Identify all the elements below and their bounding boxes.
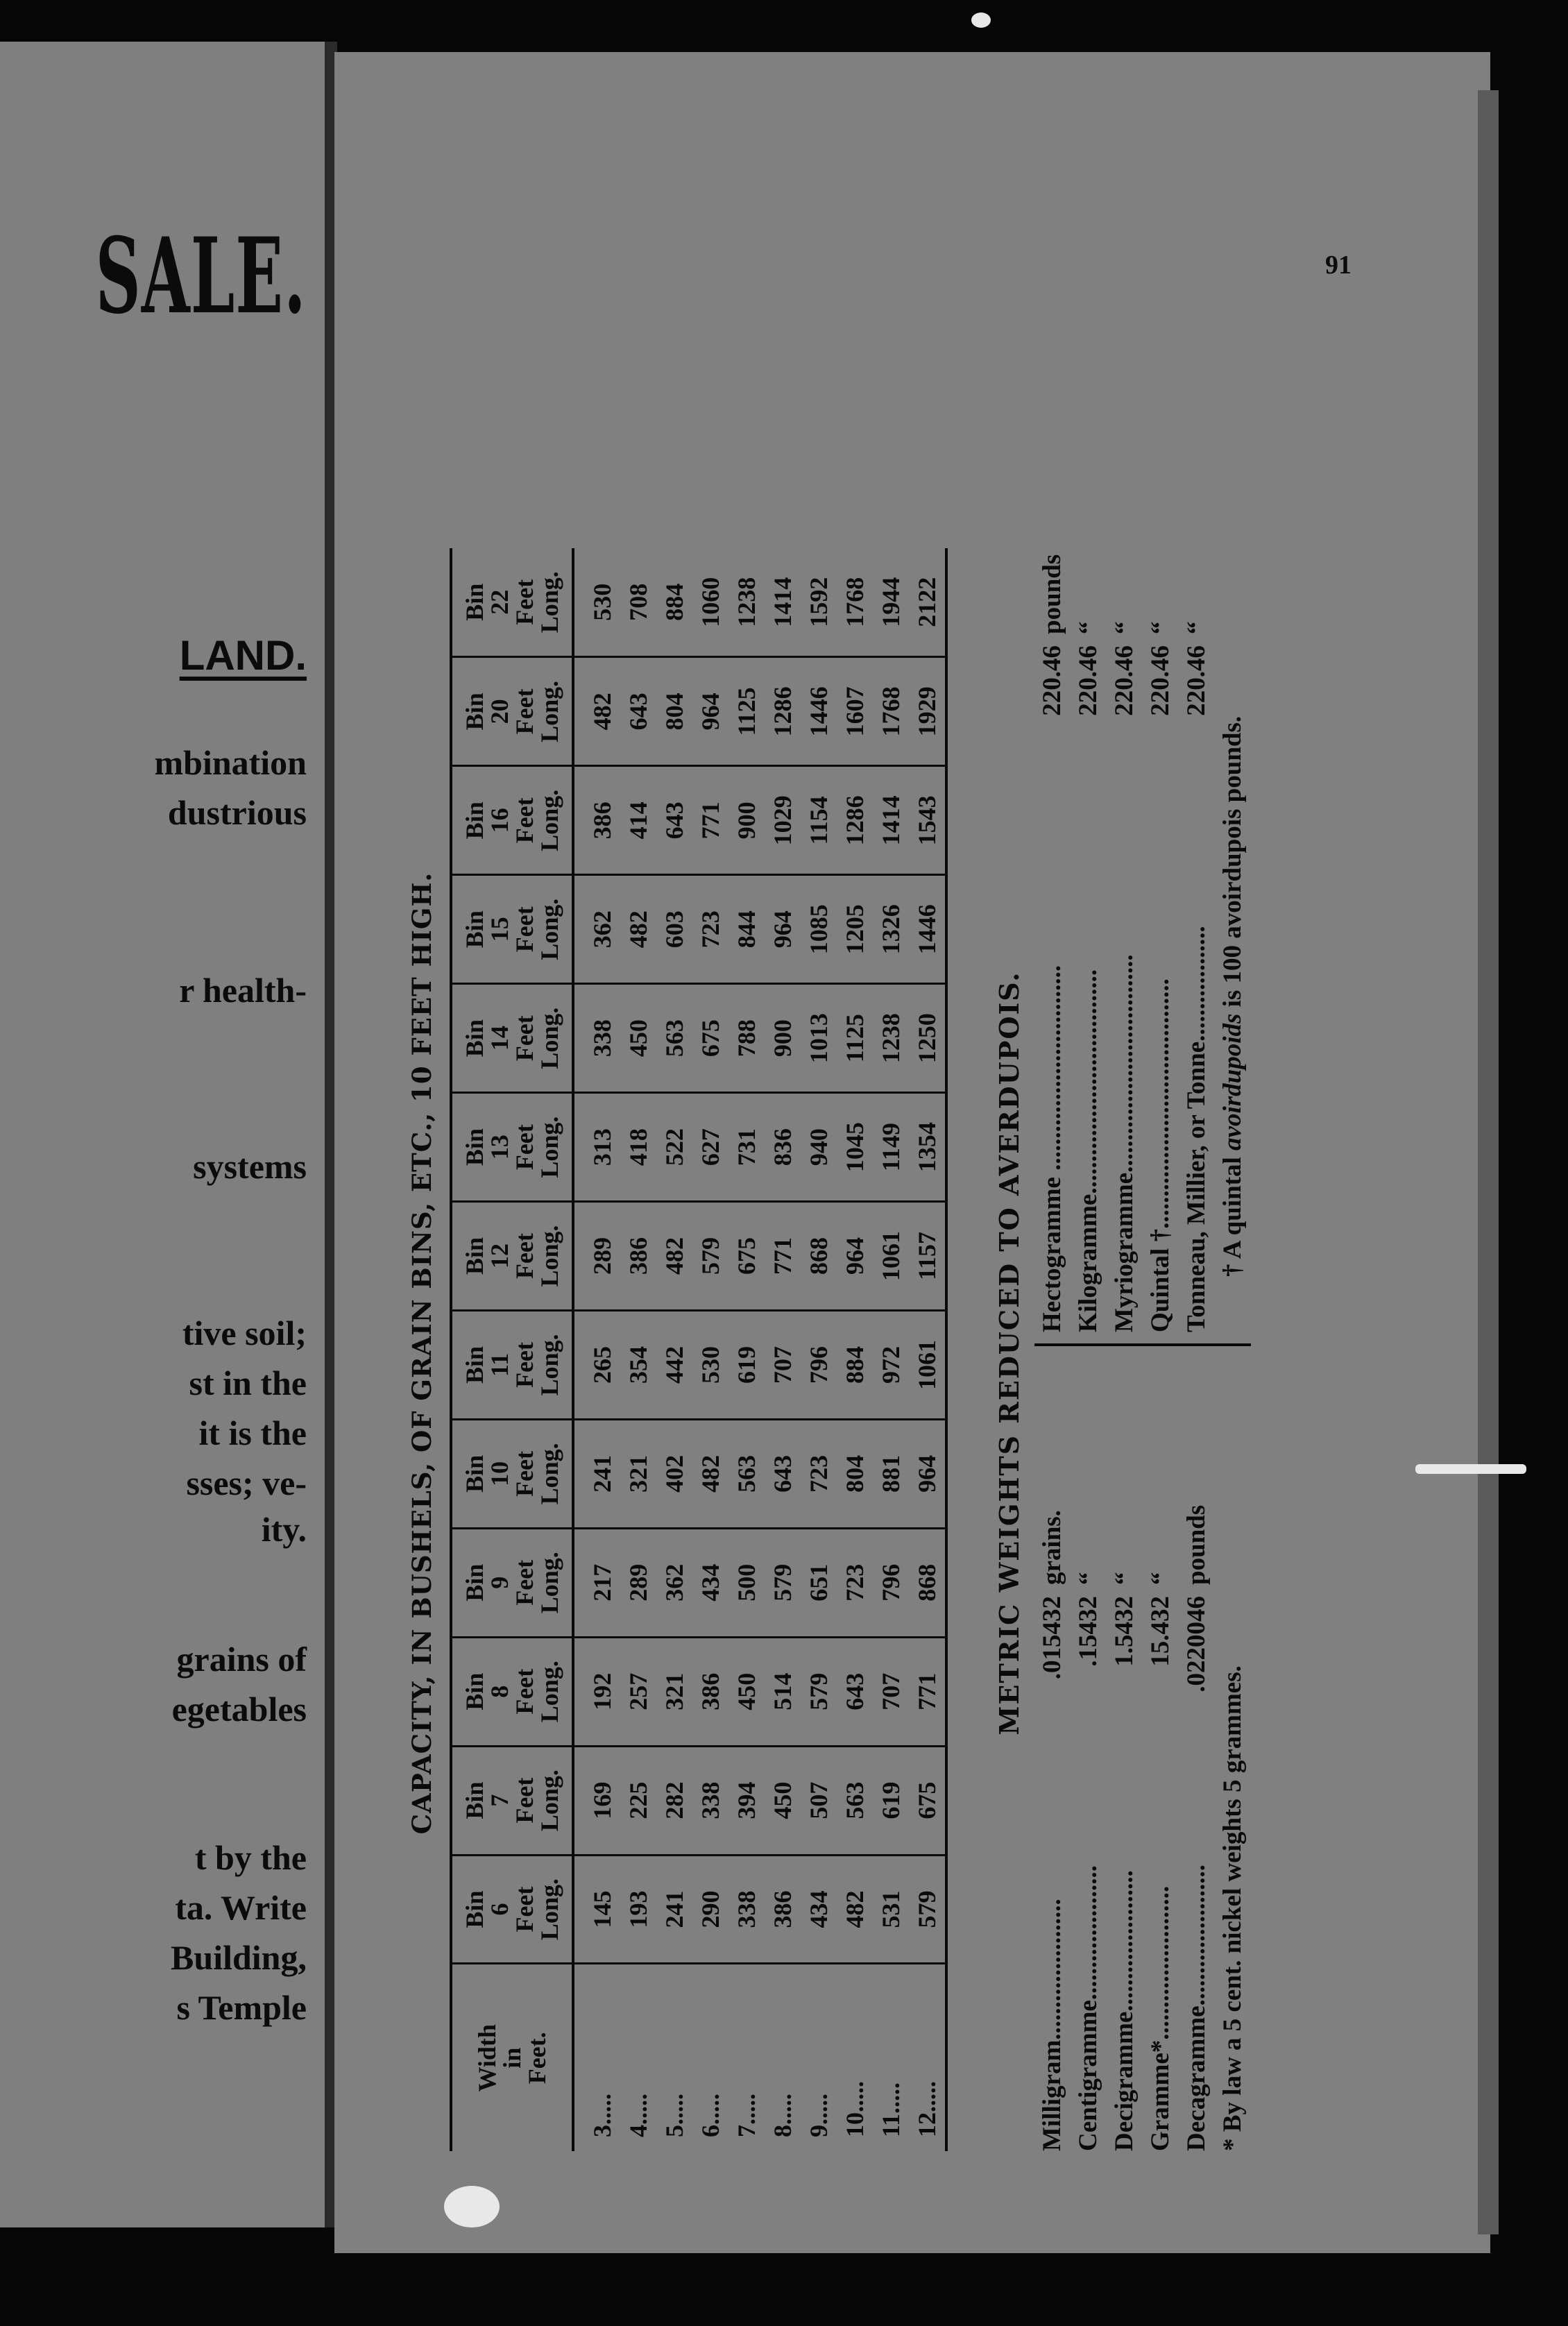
table-cell: 1286 — [765, 657, 801, 766]
metric-value: 220.46 — [1074, 645, 1102, 716]
header-line: Bin — [461, 1454, 488, 1493]
table-cell: 771 — [692, 766, 728, 875]
metric-value: .15432 — [1074, 1596, 1102, 1667]
table-cell: 1326 — [873, 875, 909, 984]
table-cell: 530 — [692, 1310, 728, 1419]
metric-unit-name: Milligram...................... — [1038, 1899, 1066, 2151]
header-line: Feet — [511, 1124, 538, 1171]
sale-heading: SALE. — [95, 215, 307, 337]
table-cell: 192 — [573, 1637, 620, 1746]
header-line: 10 — [486, 1461, 513, 1486]
table-cell: 731 — [728, 1093, 765, 1202]
paper-speck — [444, 2186, 500, 2227]
table-cell: 579 — [801, 1637, 837, 1746]
table-cell: 723 — [801, 1419, 837, 1528]
header-line: Feet — [511, 1886, 538, 1933]
metric-unit: “ — [1182, 621, 1211, 634]
metric-row — [1034, 500, 1071, 1332]
header-line: Bin — [461, 1672, 488, 1710]
paper-speck — [971, 12, 991, 28]
table-cell: 1446 — [801, 657, 837, 766]
table-cell: 1944 — [873, 548, 909, 657]
table-cell: 723 — [692, 875, 728, 984]
header-line: Bin — [461, 1563, 488, 1602]
width-cell: 12..... — [909, 1964, 946, 2151]
table-cell: 707 — [873, 1637, 909, 1746]
table-header-row — [451, 548, 573, 2151]
metric-unit: “ — [1074, 1572, 1102, 1585]
header-line: Feet — [511, 1233, 538, 1279]
header-line: Feet. — [523, 2032, 551, 2085]
table-cell: 386 — [620, 1202, 656, 1311]
table-cell: 1085 — [801, 875, 837, 984]
table-cell: 225 — [620, 1746, 656, 1855]
metric-unit: “ — [1110, 1572, 1139, 1585]
header-line: Long. — [536, 898, 563, 960]
table-cell: 1060 — [692, 548, 728, 657]
table-row — [728, 548, 765, 2151]
table-cell: 1045 — [837, 1093, 873, 1202]
header-line: Long. — [536, 1334, 563, 1396]
header-line: Long. — [536, 571, 563, 634]
left-page-line: grains of — [176, 1640, 307, 1679]
metric-unit: “ — [1146, 1572, 1175, 1585]
bin-header — [451, 1528, 573, 1637]
metric-unit-name: Kilogramme................................... — [1074, 969, 1102, 1332]
table-row — [801, 548, 837, 2151]
table-cell: 1414 — [765, 548, 801, 657]
table-cell: 900 — [728, 766, 765, 875]
table-cell: 362 — [573, 875, 620, 984]
table-cell: 1061 — [909, 1310, 946, 1419]
metric-unit-name: Quintal †....................................... — [1146, 978, 1175, 1332]
bin-header — [451, 1419, 573, 1528]
header-line: Long. — [536, 1007, 563, 1069]
table-cell: 482 — [656, 1202, 692, 1311]
header-line: Long. — [536, 1769, 563, 1832]
metric-row — [1143, 500, 1179, 1332]
metric-unit: pounds — [1038, 554, 1066, 634]
footnote-quintal-suffix: is 100 avoirdupois pounds. — [1218, 715, 1247, 1008]
table-cell: 1157 — [909, 1202, 946, 1311]
table-row — [873, 548, 909, 2151]
table-cell: 522 — [656, 1093, 692, 1202]
table-cell: 1446 — [909, 875, 946, 984]
header-line: 15 — [486, 917, 513, 942]
bin-header — [451, 875, 573, 984]
bin-header — [451, 984, 573, 1093]
left-page-line: t by the — [194, 1838, 307, 1877]
table-cell: 482 — [620, 875, 656, 984]
table-cell: 1238 — [728, 548, 765, 657]
table-cell: 321 — [620, 1419, 656, 1528]
header-line: Feet — [511, 579, 538, 625]
header-line: Long. — [536, 789, 563, 851]
bin-header — [451, 657, 573, 766]
table-cell: 643 — [656, 766, 692, 875]
metric-row — [1071, 1346, 1107, 2151]
header-line: Feet — [511, 1777, 538, 1824]
table-cell: 193 — [620, 1855, 656, 1964]
metric-left-column — [1034, 1343, 1251, 2151]
width-cell: 11..... — [877, 2082, 905, 2137]
header-line: Width — [473, 2024, 501, 2092]
table-cell: 482 — [573, 657, 620, 766]
width-cell: 3..... — [588, 2094, 616, 2137]
bin-header — [451, 1746, 573, 1855]
width-cell: 9..... — [805, 2094, 833, 2137]
header-line: Long. — [536, 1116, 563, 1178]
table-cell: 531 — [873, 1855, 909, 1964]
table-cell: 241 — [656, 1855, 692, 1964]
table-cell: 964 — [765, 875, 801, 984]
page-number: 91 — [1325, 251, 1352, 280]
left-page-line: Building, — [171, 1938, 307, 1977]
table-cell: 868 — [801, 1202, 837, 1311]
table-cell: 643 — [620, 657, 656, 766]
table-cell: 1125 — [837, 984, 873, 1093]
table-cell: 643 — [765, 1419, 801, 1528]
metric-unit: “ — [1146, 621, 1175, 634]
left-page-line: it is the — [198, 1414, 307, 1452]
table-cell: 1929 — [909, 657, 946, 766]
paper-speck — [1415, 1464, 1526, 1474]
table-cell: 563 — [728, 1419, 765, 1528]
table-cell: 338 — [692, 1746, 728, 1855]
table-cell: 1592 — [801, 548, 837, 657]
table-cell: 257 — [620, 1637, 656, 1746]
table-cell: 1354 — [909, 1093, 946, 1202]
table-title: CAPACITY, IN BUSHELS, OF GRAIN BINS, ETC., 10 FEET HIGH. — [407, 872, 437, 1835]
table-cell: 940 — [801, 1093, 837, 1202]
table-cell: 579 — [765, 1528, 801, 1637]
table-cell: 500 — [728, 1528, 765, 1637]
footnote-nickel: * By law a 5 cent. nickel weights 5 grammes. — [1218, 1665, 1247, 2151]
table-cell: 289 — [620, 1528, 656, 1637]
header-line: Bin — [461, 1781, 488, 1819]
width-cell: 7..... — [733, 2094, 760, 2137]
footnote-quintal-italic: avoirdupoids — [1218, 1013, 1247, 1151]
table-cell: 530 — [573, 548, 620, 657]
table-cell: 338 — [728, 1855, 765, 1964]
capacity-table — [450, 548, 948, 2151]
table-cell: 434 — [692, 1528, 728, 1637]
table-cell: 1154 — [801, 766, 837, 875]
table-cell: 354 — [620, 1310, 656, 1419]
header-line: 14 — [486, 1026, 513, 1051]
table-row — [656, 548, 692, 2151]
table-cell: 868 — [909, 1528, 946, 1637]
metric-right-column — [1034, 500, 1251, 1332]
header-line: 6 — [486, 1903, 513, 1916]
table-cell: 1238 — [873, 984, 909, 1093]
table-cell: 2122 — [909, 548, 946, 657]
header-line: Long. — [536, 1878, 563, 1941]
header-line: 7 — [486, 1794, 513, 1807]
bin-header — [451, 548, 573, 657]
table-cell: 603 — [656, 875, 692, 984]
land-heading: LAND. — [179, 632, 307, 679]
metric-unit-name: Decigramme...................... — [1110, 1870, 1139, 2151]
width-header — [451, 1964, 573, 2151]
width-cell: 10..... — [841, 2081, 869, 2137]
table-cell: 442 — [656, 1310, 692, 1419]
width-cell: 4..... — [624, 2094, 652, 2137]
table-cell: 619 — [728, 1310, 765, 1419]
header-line: 13 — [486, 1135, 513, 1160]
table-cell: 836 — [765, 1093, 801, 1202]
left-page-line: dustrious — [167, 793, 307, 832]
table-cell: 290 — [692, 1855, 728, 1964]
table-cell: 675 — [728, 1202, 765, 1311]
metric-row — [1034, 1346, 1071, 2151]
header-line: Bin — [461, 1890, 488, 1928]
left-page-line: sses; ve- — [186, 1463, 307, 1502]
metric-row — [1071, 500, 1107, 1332]
table-cell: 1768 — [873, 657, 909, 766]
header-line: 12 — [486, 1243, 513, 1269]
metric-unit-name: Myriogramme.................................. — [1110, 954, 1139, 1332]
metric-row — [1143, 1346, 1179, 2151]
width-cell: 8..... — [769, 2094, 796, 2137]
header-line: Long. — [536, 1443, 563, 1505]
table-cell: 796 — [873, 1528, 909, 1637]
metric-unit: “ — [1074, 621, 1102, 634]
bin-header — [451, 1202, 573, 1311]
table-cell: 1607 — [837, 657, 873, 766]
table-cell: 338 — [573, 984, 620, 1093]
table-cell: 217 — [573, 1528, 620, 1637]
left-page-line: egetables — [171, 1690, 307, 1729]
table-row — [909, 548, 946, 2151]
metric-unit: grains. — [1038, 1510, 1066, 1585]
table-cell: 771 — [909, 1637, 946, 1746]
table-cell: 313 — [573, 1093, 620, 1202]
header-line: 11 — [486, 1352, 513, 1377]
header-line: Bin — [461, 583, 488, 621]
metric-unit: “ — [1110, 621, 1139, 634]
footnote-quintal — [1215, 500, 1251, 1332]
table-cell: 482 — [692, 1419, 728, 1528]
header-line: Feet — [511, 1559, 538, 1606]
bin-header — [451, 766, 573, 875]
table-row — [692, 548, 728, 2151]
table-cell: 771 — [765, 1202, 801, 1311]
table-cell: 651 — [801, 1528, 837, 1637]
table-cell: 723 — [837, 1528, 873, 1637]
left-page-line: s Temple — [176, 1988, 307, 2027]
left-page-line: systems — [193, 1147, 307, 1186]
table-cell: 265 — [573, 1310, 620, 1419]
table-cell: 507 — [801, 1746, 837, 1855]
header-line: Long. — [536, 1661, 563, 1723]
left-page-line: tive soil; — [182, 1314, 307, 1352]
header-line: Bin — [461, 1019, 488, 1058]
header-line: Feet — [511, 1341, 538, 1388]
header-line: Feet — [511, 1450, 538, 1497]
page-edge — [1478, 90, 1499, 2234]
table-cell: 972 — [873, 1310, 909, 1419]
width-cell: 5..... — [661, 2094, 688, 2137]
metric-row — [1179, 500, 1215, 1332]
table-cell: 796 — [801, 1310, 837, 1419]
bin-header — [451, 1093, 573, 1202]
table-cell: 1543 — [909, 766, 946, 875]
table-cell: 1149 — [873, 1093, 909, 1202]
table-cell: 450 — [728, 1637, 765, 1746]
metric-row — [1179, 1346, 1215, 2151]
table-cell: 675 — [692, 984, 728, 1093]
header-line: Bin — [461, 910, 488, 949]
table-cell: 1013 — [801, 984, 837, 1093]
metric-title: METRIC WEIGHTS REDUCED TO AVERDUPOIS. — [994, 971, 1025, 1735]
table-row — [573, 548, 620, 2151]
left-page — [0, 42, 326, 2227]
header-line: Long. — [536, 1225, 563, 1287]
table-cell: 579 — [692, 1202, 728, 1311]
metric-unit-name: Gramme*........................ — [1146, 1885, 1175, 2151]
table-row — [620, 548, 656, 2151]
table-cell: 964 — [909, 1419, 946, 1528]
metric-value: 220.46 — [1110, 645, 1139, 716]
table-cell: 1768 — [837, 548, 873, 657]
header-line: 16 — [486, 808, 513, 833]
table-cell: 1286 — [837, 766, 873, 875]
table-cell: 884 — [837, 1310, 873, 1419]
table-cell: 900 — [765, 984, 801, 1093]
table-cell: 450 — [620, 984, 656, 1093]
table-cell: 619 — [873, 1746, 909, 1855]
table-cell: 643 — [837, 1637, 873, 1746]
table-cell: 434 — [801, 1855, 837, 1964]
table-cell: 675 — [909, 1746, 946, 1855]
table-cell: 386 — [573, 766, 620, 875]
table-cell: 627 — [692, 1093, 728, 1202]
header-line: Long. — [536, 1552, 563, 1614]
table-cell: 1029 — [765, 766, 801, 875]
table-cell: 145 — [573, 1855, 620, 1964]
header-line: 8 — [486, 1685, 513, 1698]
header-line: Feet — [511, 1015, 538, 1062]
bin-header — [451, 1855, 573, 1964]
table-cell: 964 — [837, 1202, 873, 1311]
footnote-quintal-prefix: † A quintal — [1218, 1157, 1247, 1277]
metric-unit-name: Tonneau, Millier, or Tonne.................. — [1182, 926, 1211, 1332]
table-cell: 881 — [873, 1419, 909, 1528]
table-cell: 563 — [656, 984, 692, 1093]
table-cell: 289 — [573, 1202, 620, 1311]
table-row — [765, 548, 801, 2151]
table-cell: 414 — [620, 766, 656, 875]
header-line: Bin — [461, 1128, 488, 1166]
header-line: Feet — [511, 1668, 538, 1715]
table-cell: 362 — [656, 1528, 692, 1637]
metric-unit-name: Centigramme..................... — [1074, 1865, 1102, 2151]
table-cell: 804 — [837, 1419, 873, 1528]
table-cell: 1414 — [873, 766, 909, 875]
header-line: Bin — [461, 1345, 488, 1384]
header-line: Feet — [511, 797, 538, 844]
table-cell: 707 — [765, 1310, 801, 1419]
table-cell: 964 — [692, 657, 728, 766]
table-cell: 708 — [620, 548, 656, 657]
table-cell: 321 — [656, 1637, 692, 1746]
table-row — [837, 548, 873, 2151]
header-line: Feet — [511, 688, 538, 735]
table-cell: 1061 — [873, 1202, 909, 1311]
metric-value: 15.432 — [1146, 1596, 1175, 1667]
table-cell: 418 — [620, 1093, 656, 1202]
left-page-line: st in the — [189, 1364, 307, 1402]
header-line: Feet — [511, 906, 538, 953]
header-line: 9 — [486, 1576, 513, 1589]
bin-header — [451, 1637, 573, 1746]
header-line: Long. — [536, 680, 563, 742]
header-line: in — [498, 2047, 526, 2069]
metric-value: 1.5432 — [1110, 1596, 1139, 1667]
table-cell: 1205 — [837, 875, 873, 984]
metric-value: 220.46 — [1182, 645, 1211, 716]
table-cell: 241 — [573, 1419, 620, 1528]
table-cell: 482 — [837, 1855, 873, 1964]
metric-value: .0220046 — [1182, 1596, 1211, 1692]
table-cell: 579 — [909, 1855, 946, 1964]
left-page-line: r health- — [179, 971, 307, 1010]
table-cell: 884 — [656, 548, 692, 657]
header-line: Bin — [461, 1237, 488, 1275]
table-cell: 386 — [692, 1637, 728, 1746]
table-cell: 402 — [656, 1419, 692, 1528]
table-cell: 450 — [765, 1746, 801, 1855]
metric-row — [1107, 500, 1143, 1332]
metric-row — [1107, 1346, 1143, 2151]
header-line: Bin — [461, 693, 488, 731]
header-line: 20 — [486, 699, 513, 724]
metric-unit-name: Hectogramme ................................ — [1038, 965, 1066, 1332]
metric-unit: pounds — [1182, 1504, 1211, 1585]
table-cell: 563 — [837, 1746, 873, 1855]
bin-header — [451, 1310, 573, 1419]
table-cell: 394 — [728, 1746, 765, 1855]
width-cell: 6..... — [697, 2094, 724, 2137]
header-line: Bin — [461, 801, 488, 840]
metric-value: 220.46 — [1038, 645, 1066, 716]
table-cell: 844 — [728, 875, 765, 984]
table-cell: 169 — [573, 1746, 620, 1855]
rotated-page-content — [407, 347, 1378, 2165]
metric-unit-name: Decagramme...................... — [1182, 1864, 1211, 2151]
table-cell: 788 — [728, 984, 765, 1093]
left-page-line: ta. Write — [175, 1888, 307, 1927]
header-line: 22 — [486, 589, 513, 615]
table-cell: 514 — [765, 1637, 801, 1746]
left-page-line: ity. — [261, 1510, 307, 1549]
table-cell: 804 — [656, 657, 692, 766]
metric-value: .015432 — [1038, 1596, 1066, 1680]
table-cell: 1250 — [909, 984, 946, 1093]
left-page-line: mbination — [154, 743, 307, 782]
metric-value: 220.46 — [1146, 645, 1175, 716]
table-cell: 1125 — [728, 657, 765, 766]
table-cell: 386 — [765, 1855, 801, 1964]
table-cell: 282 — [656, 1746, 692, 1855]
